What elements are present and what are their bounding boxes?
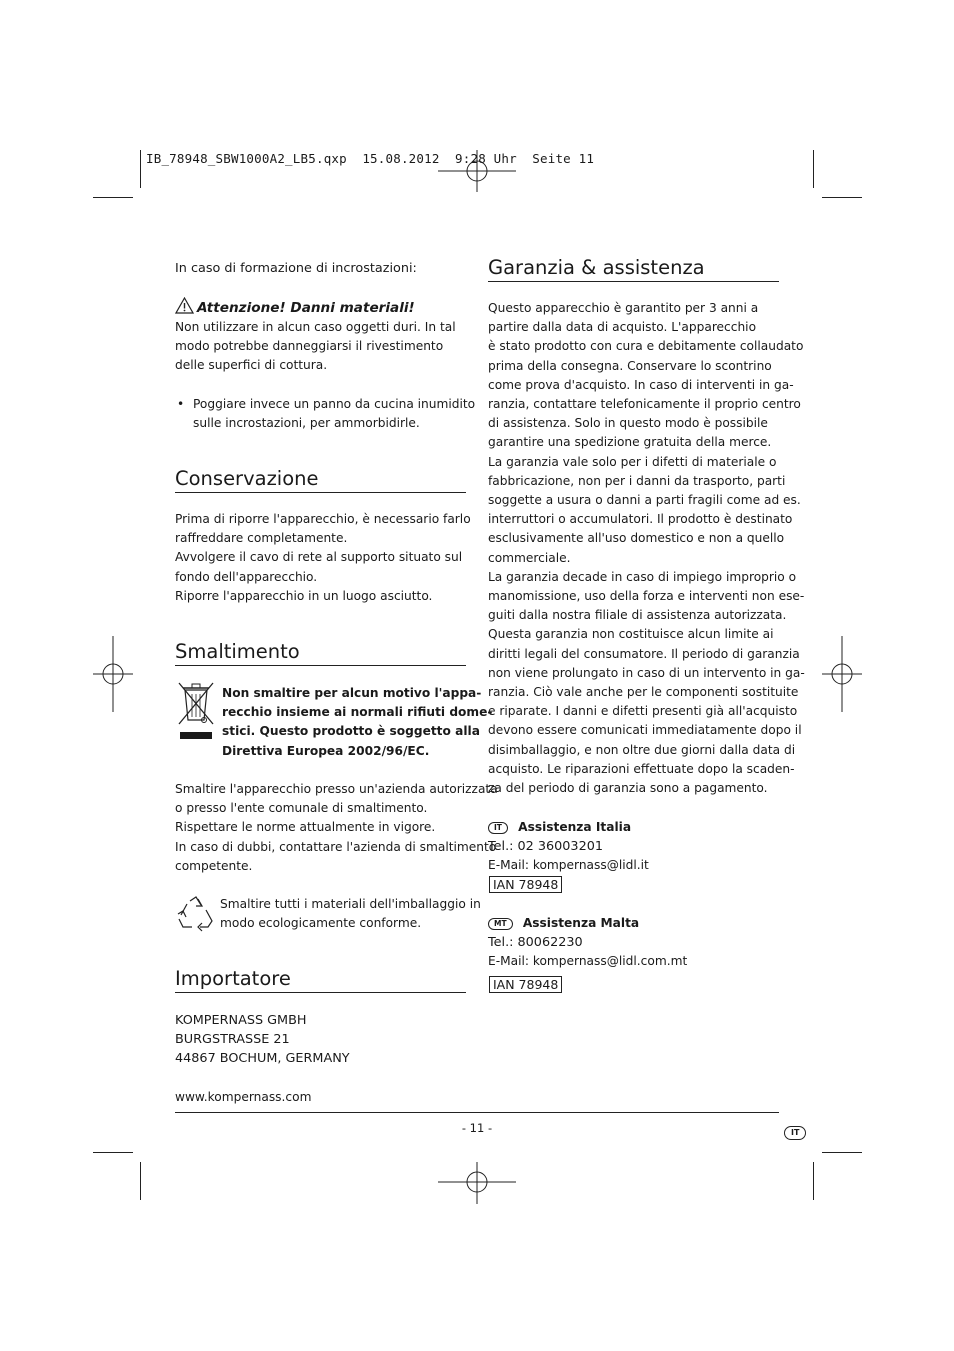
text-line: non viene prolungato in caso di un intervento in ga- [488, 665, 805, 680]
text-line: è stato prodotto con cura e debitamente collaudato [488, 339, 804, 354]
text-line: e riparate. I danni e difetti presenti già all'acquisto [488, 704, 798, 719]
text-line: interruttori o accumulatori. Il prodotto è destinato [488, 512, 793, 527]
text-line: guiti dalla nostra filiale di assistenza autorizzata. [488, 608, 787, 623]
email-text: E-Mail: kompernass@lidl.com.mt [488, 954, 688, 969]
text-line: prima della consegna. Conservare lo scontrino [488, 358, 772, 373]
divider [175, 665, 466, 666]
smaltimento-text [175, 780, 498, 876]
text-line: ranzia. Ciò vale anche per le componenti sostituite [488, 685, 799, 700]
assistenza-italia-title: Assistenza Italia [518, 820, 632, 834]
country-badge-mt: MT [488, 918, 513, 930]
text-line: Non utilizzare in alcun caso oggetti duri. In tal [175, 320, 456, 334]
recycle-icon [176, 895, 214, 933]
divider [175, 992, 466, 993]
text-line: delle superfici di cottura. [175, 358, 328, 373]
text-line: modo potrebbe danneggiarsi il rivestimento [175, 339, 444, 354]
text-line: acquisto. Le riparazioni effettuate dopo la scaden- [488, 761, 795, 776]
text-line: za del periodo di garanzia sono a pagamento. [488, 781, 768, 796]
weee-notice [222, 684, 492, 761]
text-line: diritti legali del consumatore. Il periodo di garanzia [488, 646, 800, 661]
registration-mark-bottom [438, 1162, 516, 1204]
text-line: Rispettare le norme attualmente in vigore. [175, 820, 436, 835]
assistenza-italia [488, 818, 649, 876]
text-line: modo ecologicamente conforme. [220, 916, 422, 931]
text-line: La garanzia decade in caso di impiego improprio o [488, 569, 797, 584]
importatore-title: Importatore [175, 967, 291, 990]
ian-box: IAN 78948 [489, 876, 562, 893]
registration-mark-left [93, 636, 133, 712]
intro-text: In caso di formazione di incrostazioni: [175, 261, 417, 276]
text-line: come prova d'acquisto. In caso di interventi in ga- [488, 377, 794, 392]
smaltimento-title: Smaltimento [175, 640, 300, 663]
text-line: fondo dell'apparecchio. [175, 569, 318, 584]
text-line: Riporre l'apparecchio in un luogo asciutto. [175, 588, 433, 603]
ian-box: IAN 78948 [489, 976, 562, 993]
text-line: Poggiare invece un panno da cucina inumidito [193, 397, 476, 411]
text-line: competente. [175, 858, 253, 873]
text-line: La garanzia vale solo per i difetti di materiale o [488, 454, 777, 469]
bullet-item [175, 395, 475, 433]
language-badge [784, 1121, 806, 1140]
text-line: soggette a usura o danni a parti fragili come ad es. [488, 493, 801, 508]
phone-text: Tel.: 80062230 [488, 935, 583, 951]
warning-text [175, 318, 456, 376]
country-badge-it: IT [488, 822, 508, 834]
text-line: Prima di riporre l'apparecchio, è necessario farlo [175, 512, 471, 526]
warning-title: Attenzione! Danni materiali! [197, 300, 415, 316]
recycle-text [220, 895, 481, 933]
text-line: raffreddare completamente. [175, 531, 348, 546]
conservazione-text [175, 510, 471, 606]
website-text: www.kompernass.com [175, 1090, 312, 1104]
email-text: E-Mail: kompernass@lidl.it [488, 858, 649, 873]
text-line: disimballaggio, e non oltre due giorni dalla data di [488, 742, 796, 757]
warning-heading [175, 297, 415, 316]
text-line: Smaltire l'apparecchio presso un'azienda autorizzata [175, 782, 498, 796]
assistenza-italia-heading [488, 818, 649, 837]
assistenza-malta [488, 914, 687, 972]
divider [175, 492, 466, 493]
conservazione-title: Conservazione [175, 467, 319, 490]
text-line: Questa garanzia non costituisce alcun limite ai [488, 627, 774, 642]
text-line: Smaltire tutti i materiali dell'imballaggio in [220, 897, 481, 911]
text-line: stici. Questo prodotto è soggetto alla [222, 724, 480, 739]
language-badge-text: IT [784, 1126, 806, 1140]
text-line: recchio insieme ai normali rifiuti dome- [222, 705, 493, 720]
text-line: KOMPERNASS GMBH [175, 1013, 307, 1028]
text-line: ranzia, contattare telefonicamente il proprio centro [488, 397, 801, 412]
assistenza-malta-title: Assistenza Malta [522, 916, 640, 930]
text-line: commerciale. [488, 550, 571, 565]
text-line: In caso di dubbi, contattare l'azienda di smaltimento [175, 839, 497, 854]
text-line: devono essere comunicati immediatamente dopo il [488, 723, 802, 738]
text-line: Direttiva Europea 2002/96/EC. [222, 743, 430, 758]
footer-rule [175, 1112, 779, 1113]
text-line: garantire una spedizione gratuita della merce. [488, 435, 772, 450]
page-number: - 11 - [461, 1121, 493, 1135]
registration-mark-right [822, 636, 862, 712]
warning-triangle-icon [175, 297, 194, 314]
divider [488, 281, 779, 282]
assistenza-malta-heading [488, 914, 687, 933]
text-line: esclusivamente all'uso domestico e non a quello [488, 531, 785, 546]
text-line: 44867 BOCHUM, GERMANY [175, 1051, 350, 1067]
text-line: Non smaltire per alcun motivo l'appa- [222, 686, 482, 700]
crossed-bin-icon [177, 680, 215, 742]
importatore-address [175, 1011, 350, 1069]
text-line: o presso l'ente comunale di smaltimento. [175, 801, 428, 816]
text-line: Avvolgere il cavo di rete al supporto situato sul [175, 550, 463, 565]
text-line: partire dalla data di acquisto. L'apparecchio [488, 320, 757, 335]
garanzia-title: Garanzia & assistenza [488, 256, 705, 279]
file-slug: IB_78948_SBW1000A2_LB5.qxp 15.08.2012 9:28 Uhr Seite 11 [146, 151, 595, 166]
garanzia-text [488, 299, 805, 798]
text-line: BURGSTRASSE 21 [175, 1032, 290, 1048]
text-line: sulle incrostazioni, per ammorbidirle. [193, 416, 420, 431]
text-line: fabbricazione, non per i danni da trasporto, parti [488, 473, 786, 488]
text-line: di assistenza. Solo in questo modo è possibile [488, 416, 768, 431]
text-line: Questo apparecchio è garantito per 3 anni a [488, 301, 759, 315]
bullet-marker: • [177, 397, 185, 411]
phone-text: Tel.: 02 36003201 [488, 839, 604, 855]
text-line: manomissione, uso della forza e interventi non ese- [488, 589, 805, 604]
